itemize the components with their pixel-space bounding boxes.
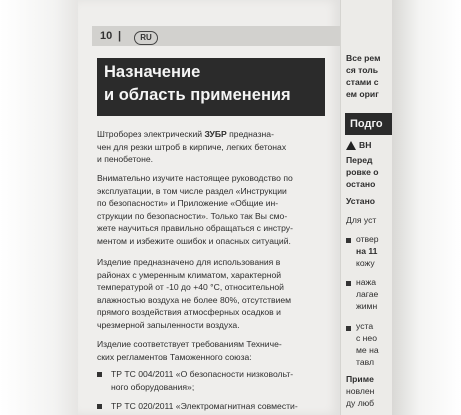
text-line: Внимательно изучите настоящее руководство по — [97, 173, 293, 183]
right-page-text-line: ся толь — [346, 65, 379, 75]
text-line: струкции по безопасности». Только так Вы смо- — [97, 210, 288, 221]
warning-icon — [346, 141, 356, 150]
paragraph-read-manual — [97, 172, 329, 248]
right-page-text-line: ровке о — [346, 167, 379, 177]
right-page-text-line: тавл — [356, 357, 375, 367]
text-run: Штроборез электрический — [97, 129, 205, 139]
right-page-text-line: на 11 — [356, 246, 378, 256]
right-page-text-line: уста — [356, 321, 374, 331]
photo-background-right — [392, 0, 461, 415]
bullet-square-icon — [97, 404, 102, 409]
text-line: ментом и избежите ошибок и опасных ситуаций. — [97, 235, 291, 246]
right-page-text-line: лагае — [356, 289, 379, 299]
right-page-subheading: Устано — [346, 196, 376, 206]
bullet-square-icon — [346, 281, 351, 286]
right-page-text-line: ем ориг — [346, 89, 379, 99]
right-page-text-line: Все рем — [346, 53, 381, 63]
right-page-text-line: Перед — [346, 155, 373, 165]
list-item — [97, 400, 329, 413]
text-line: прямого воздействия атмосферных осадков и — [97, 307, 281, 318]
right-page-section-title: Подго — [345, 113, 392, 135]
list-item-line-2: ного оборудования»; — [111, 381, 195, 392]
text-line: Изделие предназначено для использования в — [97, 257, 281, 267]
list-item-line-1: ТР ТС 020/2011 «Электромагнитная совмести- — [111, 401, 298, 411]
text-line: влажностью воздуха не более 80%, отсутствием — [97, 294, 292, 305]
right-page-warning-title: ВН — [359, 140, 372, 150]
text-line: эксплуатации, в том числе раздел «Инструкции — [97, 185, 287, 196]
text-line: жете научиться правильно обращаться с инстру- — [97, 223, 293, 234]
bullet-square-icon — [346, 238, 351, 243]
right-page-text-line: стами с — [346, 77, 379, 87]
text-line: чрезмерной запыленности воздуха. — [97, 319, 240, 330]
right-page-text-line: нажа — [356, 277, 377, 287]
right-page-text-line: кожу — [356, 258, 375, 268]
list-item-line-1: ТР ТС 004/2011 «О безопасности низковольт- — [111, 369, 294, 379]
list-item — [97, 368, 329, 393]
page-number: 10 — [100, 30, 113, 42]
language-badge: RU — [134, 31, 158, 45]
text-line: по безопасности» и Приложение «Общие ин- — [97, 198, 279, 209]
text-line: ских регламентов Таможенного союза: — [97, 351, 252, 362]
paragraph-climate — [97, 256, 329, 332]
text-run: предназна- — [226, 129, 274, 139]
right-page-text-line: Приме — [346, 374, 374, 384]
bullet-square-icon — [97, 372, 102, 377]
text-line: Изделие соответствует требованиям Техниче- — [97, 339, 282, 349]
paragraph-purpose — [97, 128, 329, 166]
right-page-text-line: с нео — [356, 333, 377, 343]
text-line: чен для резки штроб в кирпиче, легких бетонах — [97, 141, 287, 152]
section-title-line-2: и область применения — [104, 86, 291, 104]
right-page-text-line: новлен — [346, 386, 375, 396]
brand-name: ЗУБР — [204, 129, 227, 139]
right-page-text-line: ду люб — [346, 398, 375, 408]
section-title-line-1: Назначение — [104, 63, 201, 81]
text-line: районах с умеренным климатом, характерной — [97, 269, 282, 280]
bullet-square-icon — [346, 326, 351, 331]
text-line: и пенобетоне. — [97, 154, 153, 165]
text-line: температурой от -10 до +40 °С, относительной — [97, 282, 284, 293]
right-page-text-line: жимн — [356, 301, 378, 311]
photo-background-left — [0, 0, 78, 415]
right-page-text-line: остано — [346, 179, 376, 189]
page-number-divider: | — [118, 30, 122, 42]
paragraph-compliance — [97, 338, 329, 363]
right-page-text-line: Для уст — [346, 215, 377, 225]
right-page-text-line: отвер — [356, 234, 379, 244]
right-page-text-line: ме на — [356, 345, 379, 355]
page-header-band — [92, 26, 340, 46]
